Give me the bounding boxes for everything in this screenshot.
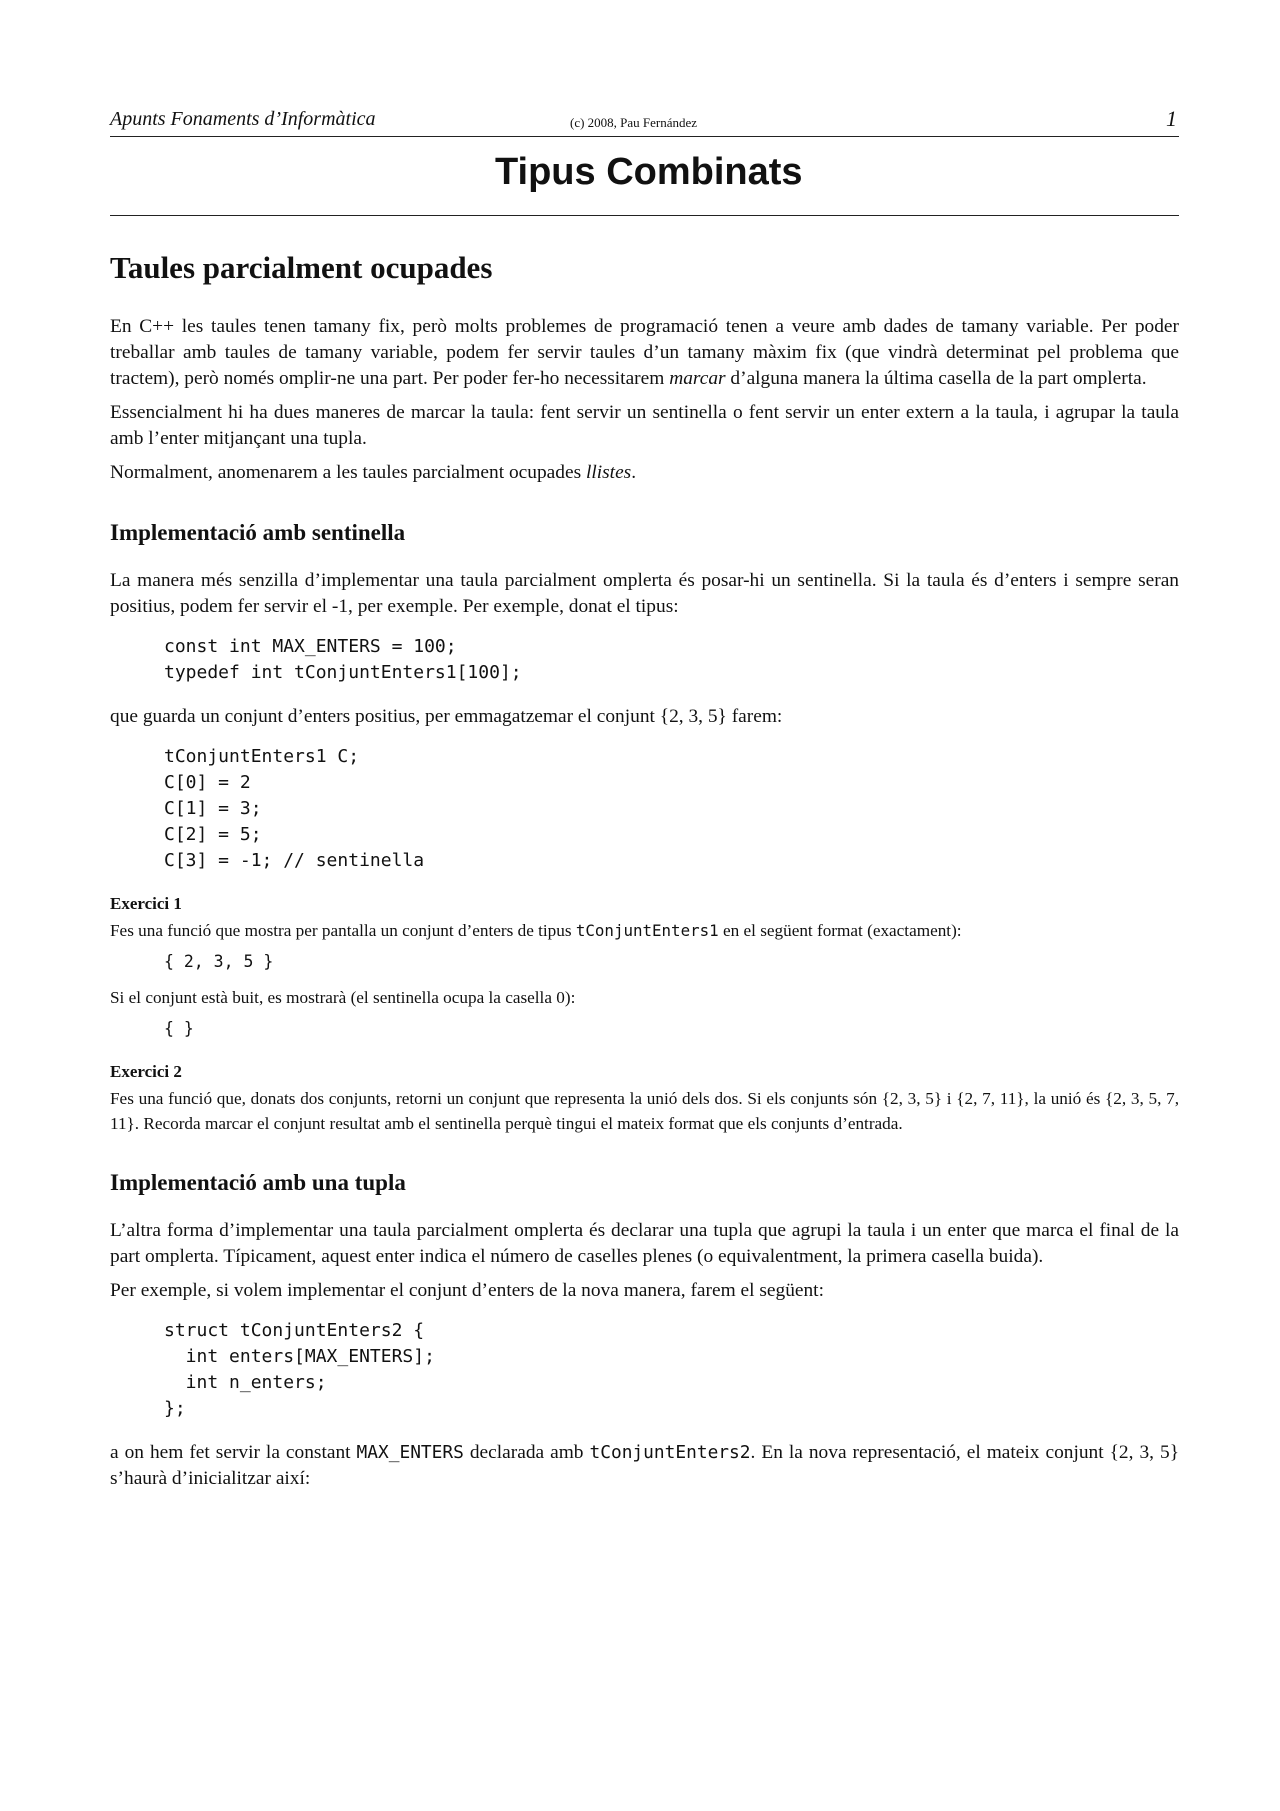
exercise-text: Fes una funció que, donats dos conjunts, retorni un conjunt que representa la unió dels dos. Si els conjunts són {2, 3, 5} i {2, 7, 11}, la unió és {2, 3, 5, 7, 11}. Recorda marcar el conjunt resultat amb el sentinella perquè tingui el mateix format que els conjunts d’entrada. (110, 1089, 1179, 1133)
header-copyright: (c) 2008, Pau Fernández (570, 115, 698, 130)
code-block: struct tConjuntEnters2 { int enters[MAX_ENTERS]; int n_enters; }; (164, 1320, 435, 1419)
paragraph: que guarda un conjunt d’enters positius, per emmagatzemar el conjunt {2, 3, 5} farem: (110, 706, 783, 727)
subsection-heading: Implementació amb sentinella (110, 520, 406, 545)
document-page (110, 104, 1179, 1500)
code-block: const int MAX_ENTERS = 100; typedef int tConjuntEnters1[100]; (164, 636, 522, 683)
running-header (110, 104, 1179, 137)
header-course-title: Apunts Fonaments d’Informàtica (110, 108, 376, 130)
paragraph: En C++ les taules tenen tamany fix, però molts problemes de programació tenen a veure amb dades de tamany variable. Per poder treballar amb taules de tamany variable, podem fer servir taules d’un tamany màxim fix (que vindrà determinat pel problema que tractem), però només omplir-ne una part. Per poder fer-ho necessitarem marcar d’alguna manera la última casella de la part omplerta. (110, 316, 1179, 389)
exercise-heading: Exercici 1 (110, 894, 182, 913)
paragraph: Per exemple, si volem implementar el conjunt d’enters de la nova manera, farem el següent: (110, 1280, 824, 1301)
exercise-text: Fes una funció que mostra per pantalla un conjunt d’enters de tipus tConjuntEnters1 en el següent format (exactament): (110, 921, 962, 940)
code-block: { 2, 3, 5 } (164, 952, 274, 971)
code-block: { } (164, 1019, 194, 1038)
section-heading: Taules parcialment ocupades (110, 250, 493, 285)
paragraph: a on hem fet servir la constant MAX_ENTERS declarada amb tConjuntEnters2. En la nova representació, el mateix conjunt {2, 3, 5} s’haurà d’inicialitzar així: (110, 1442, 1179, 1489)
paragraph: Normalment, anomenarem a les taules parcialment ocupades llistes. (110, 462, 637, 483)
subsection-heading: Implementació amb una tupla (110, 1170, 406, 1195)
paragraph: La manera més senzilla d’implementar una taula parcialment omplerta és posar-hi un sentinella. Si la taula és d’enters i sempre seran positius, podem fer servir el -1, per exemple. Per exemple, donat el tipus: (110, 570, 1179, 617)
page-number: 1 (1166, 106, 1177, 131)
code-block: tConjuntEnters1 C; C[0] = 2 C[1] = 3; C[2] = 5; C[3] = -1; // sentinella (164, 746, 425, 871)
paragraph: Essencialment hi ha dues maneres de marcar la taula: fent servir un sentinella o fent servir un enter extern a la taula, i agrupar la taula amb l’enter mitjançant una tupla. (110, 402, 1179, 449)
page-title: Tipus Combinats (495, 151, 803, 193)
paragraph: L’altra forma d’implementar una taula parcialment omplerta és declarar una tupla que agrupi la taula i un enter que marca el final de la part omplerta. Típicament, aquest enter indica el número de caselles plenes (o equivalentment, la primera casella buida). (110, 1220, 1179, 1267)
exercise-text: Si el conjunt està buit, es mostrarà (el sentinella ocupa la casella 0): (110, 988, 576, 1007)
exercise-heading: Exercici 2 (110, 1062, 182, 1081)
title-band (110, 137, 1179, 216)
